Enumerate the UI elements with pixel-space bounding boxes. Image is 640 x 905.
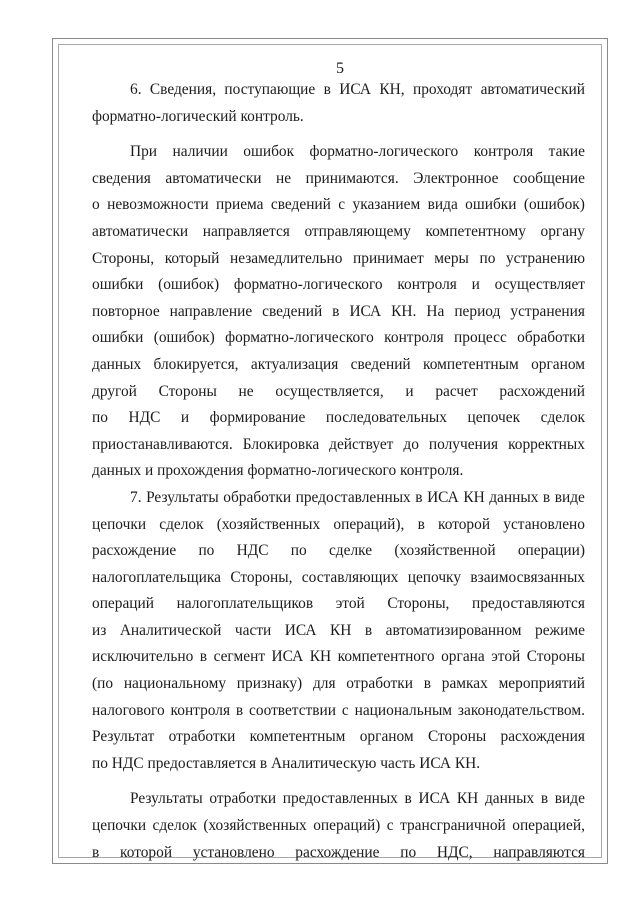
text-line: операций налогоплательщиков этой Стороны, предоставляются [92,595,585,613]
paragraph-6 [92,77,585,130]
text-line: о невозможности приема сведений с указанием вида ошибки (ошибок) [92,196,585,214]
text-line: налогоплательщика Стороны, составляющих цепочку взаимосвязанных [92,568,585,586]
text-line: из Аналитической части ИСА КН в автоматизированном режиме [92,621,585,639]
paragraph-format-control [92,139,585,485]
text-line: Стороны, который незамедлительно принимает меры по устранению [92,249,585,267]
text-line: повторное направление сведений в ИСА КН. На период устранения [92,302,585,320]
paragraph-crossborder [92,786,585,866]
text-line: Результаты отработки предоставленных в ИСА КН данных в виде [130,790,585,808]
text-line: форматно-логический контроль. [92,107,304,125]
text-line: по НДС и формирование последовательных цепочек сделок [92,409,585,427]
text-line: При наличии ошибок форматно-логического контроля такие [130,143,585,161]
text-line: в которой установлено расхождение по НДС, направляются [92,843,585,861]
text-line: ошибки (ошибок) форматно-логического контроля процесс обработки [92,329,585,347]
text-line: данных и прохождения форматно-логического контроля. [92,462,464,480]
text-line: расхождение по НДС по сделке (хозяйственной операции) [92,542,585,560]
text-line: 7. Результаты обработки предоставленных в ИСА КН данных в виде [130,488,585,506]
text-line: Результат отработки компетентным органом Стороны расхождения [92,728,585,746]
text-line: 6. Сведения, поступающие в ИСА КН, проходят автоматический [130,81,585,98]
text-line: (по национальному признаку) для отработки в рамках мероприятий [92,675,585,693]
paragraph-7 [92,485,585,778]
text-line: данных блокируется, актуализация сведений компетентным органом [92,355,585,373]
text-line: цепочки сделок (хозяйственных операций), в которой установлено [92,515,585,533]
document-body [92,77,585,866]
text-line: приостанавливаются. Блокировка действует до получения корректных [92,435,585,453]
text-line: исключительно в сегмент ИСА КН компетентного органа этой Стороны [92,648,585,666]
text-line: сведения автоматически не принимаются. Электронное сообщение [92,169,585,187]
text-line: другой Стороны не осуществляется, и расчет расхождений [92,382,585,400]
page-number: 5 [336,60,344,77]
text-line: по НДС предоставляется в Аналитическую часть ИСА КН. [92,754,481,772]
text-line: ошибки (ошибок) форматно-логического контроля и осуществляет [92,276,585,294]
text-line: цепочки сделок (хозяйственных операций) с трансграничной операцией, [92,817,585,835]
text-line: автоматически направляется отправляющему компетентному органу [92,222,585,240]
text-line: налогового контроля в соответствии с национальным законодательством. [92,701,585,719]
